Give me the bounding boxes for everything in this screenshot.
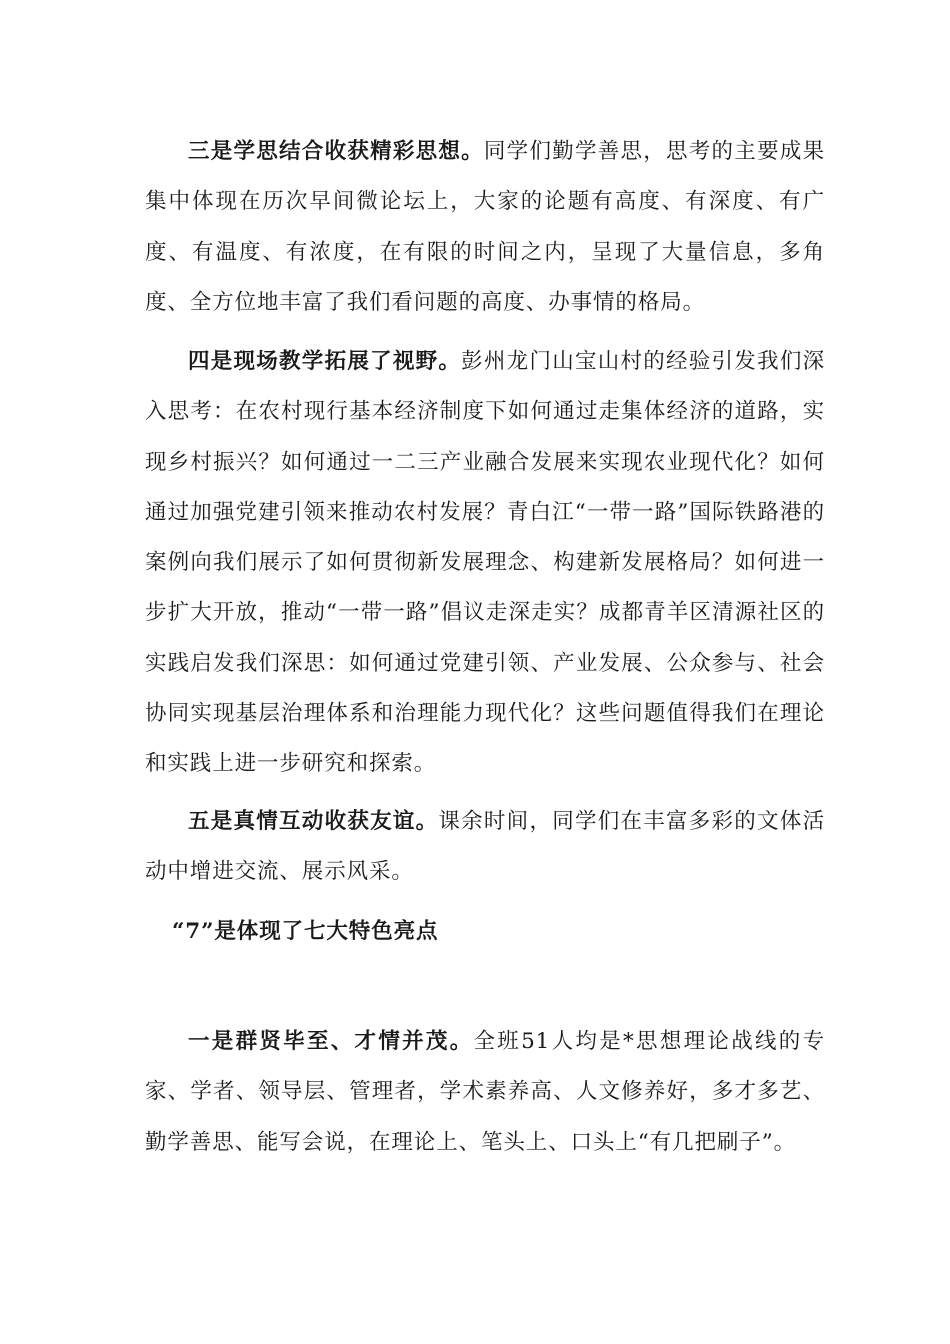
paragraph-field-teaching bbox=[145, 337, 825, 790]
paragraph-interaction-friendship bbox=[145, 797, 825, 898]
paragraph-lead: 五是真情互动收获友谊。 bbox=[188, 809, 439, 834]
paragraph-talents bbox=[145, 1017, 825, 1168]
paragraph-body: 同学们勤学善思，思考的主要成果集中体现在历次早间微论坛上，大家的论题有高度、有深度、有广度、有温度、有浓度，在有限的时间之内，呈现了大量信息，多角度、全方位地丰富了我们看问题的高度、办事情的格局。 bbox=[145, 139, 825, 315]
paragraph-body: 彭州龙门山宝山村的经验引发我们深入思考：在农村现行基本经济制度下如何通过走集体经济的道路，实现乡村振兴？如何通过一二三产业融合发展来实现农业现代化？如何通过加强党建引领来推动农村发展？青白江“一带一路”国际铁路港的案例向我们展示了如何贯彻新发展理念、构建新发展格局？如何进一步扩大开放，推动“一带一路”倡议走深走实？成都青羊区清源社区的实践启发我们深思：如何通过党建引领、产业发展、公众参与、社会协同实现基层治理体系和治理能力现代化？这些问题值得我们在理论和实践上进一步研究和探索。 bbox=[145, 349, 825, 777]
paragraph-body: 全班51人均是*思想理论战线的专家、学者、领导层、管理者，学术素养高、人文修养好，多才多艺、勤学善思、能写会说，在理论上、笔头上、口头上“有几把刷子”。 bbox=[145, 1029, 825, 1155]
paragraph-body: 课余时间，同学们在丰富多彩的文体活动中增进交流、展示风采。 bbox=[145, 809, 825, 885]
paragraph-learning-thinking bbox=[145, 127, 825, 328]
paragraph-lead: 一是群贤毕至、才情并茂。 bbox=[188, 1029, 474, 1054]
paragraph-lead: 四是现场教学拓展了视野。 bbox=[188, 349, 462, 374]
section-heading: “7”是体现了七大特色亮点 bbox=[172, 919, 439, 944]
paragraph-lead: 三是学思结合收获精彩思想。 bbox=[188, 139, 484, 164]
